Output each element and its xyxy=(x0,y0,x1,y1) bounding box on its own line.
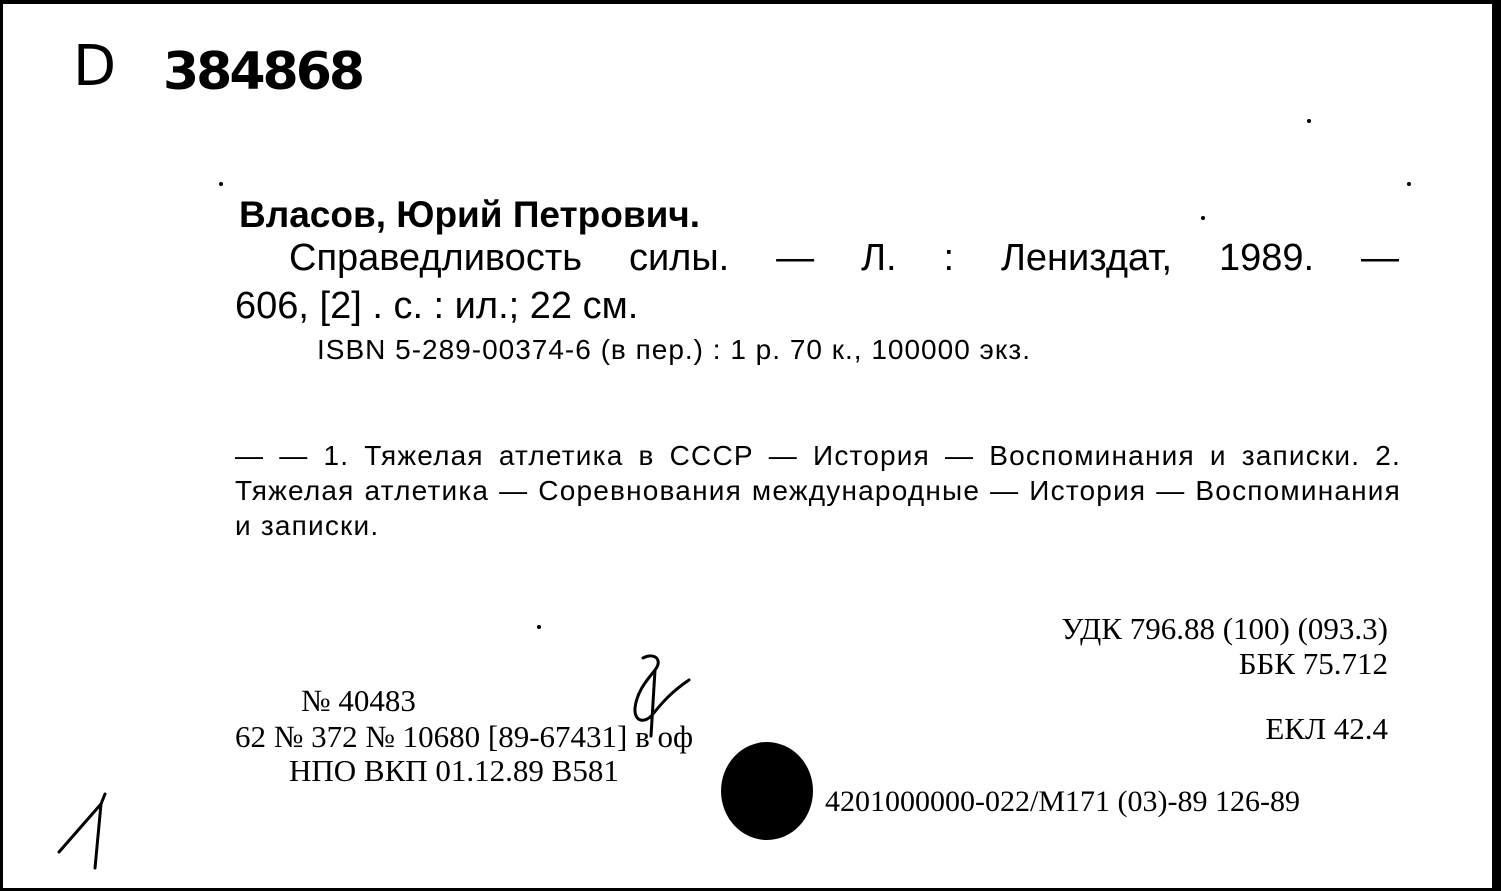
speck xyxy=(1307,119,1311,123)
title-word: 1989. xyxy=(1218,237,1315,279)
title-word: : xyxy=(943,237,955,279)
title-word: Лениздат, xyxy=(1000,237,1173,279)
publication-code: 4201000000-022/М171 (03)-89 126-89 xyxy=(825,785,1300,818)
title-word: — xyxy=(776,237,815,279)
title-word: Справедливость xyxy=(289,237,583,279)
isbn-line: ISBN 5-289-00374-6 (в пер.) : 1 р. 70 к., 100000 экз. xyxy=(317,334,1032,365)
author-heading: Власов, Юрий Петрович. xyxy=(239,194,701,235)
title-word: силы. xyxy=(628,237,730,279)
order-line: 62 № 372 № 10680 [89-67431] в оф xyxy=(235,719,694,754)
title-word: Л. xyxy=(861,237,897,279)
speck xyxy=(1407,182,1411,186)
handwritten-mark-1 xyxy=(55,782,125,878)
title-line xyxy=(289,237,1399,280)
speck xyxy=(1201,216,1205,220)
pagination-line: 606, [2] . с. : ил.; 22 см. xyxy=(235,285,639,327)
ekl-code: ЕКЛ 42.4 xyxy=(1265,711,1388,746)
handwritten-mark-2 xyxy=(615,650,695,746)
title-word: — xyxy=(1361,237,1399,279)
speck xyxy=(219,182,223,186)
ink-stamp-dot xyxy=(721,742,813,840)
npo-line: НПО ВКП 01.12.89 В581 xyxy=(289,753,619,788)
subject-headings: — — 1. Тяжелая атлетика в СССР — История — Воспоминания и записки. 2. Тяжелая атлетика — Соревнования международные — История — Воспоминания и записки. xyxy=(235,440,1401,541)
udk-code: УДК 796.88 (100) (093.3) xyxy=(1061,611,1388,646)
call-number: 384868 xyxy=(163,42,363,102)
call-letter: D xyxy=(73,34,117,99)
speck xyxy=(537,625,541,629)
registration-number: № 40483 xyxy=(301,683,416,718)
bbk-code: ББК 75.712 xyxy=(1238,646,1388,681)
